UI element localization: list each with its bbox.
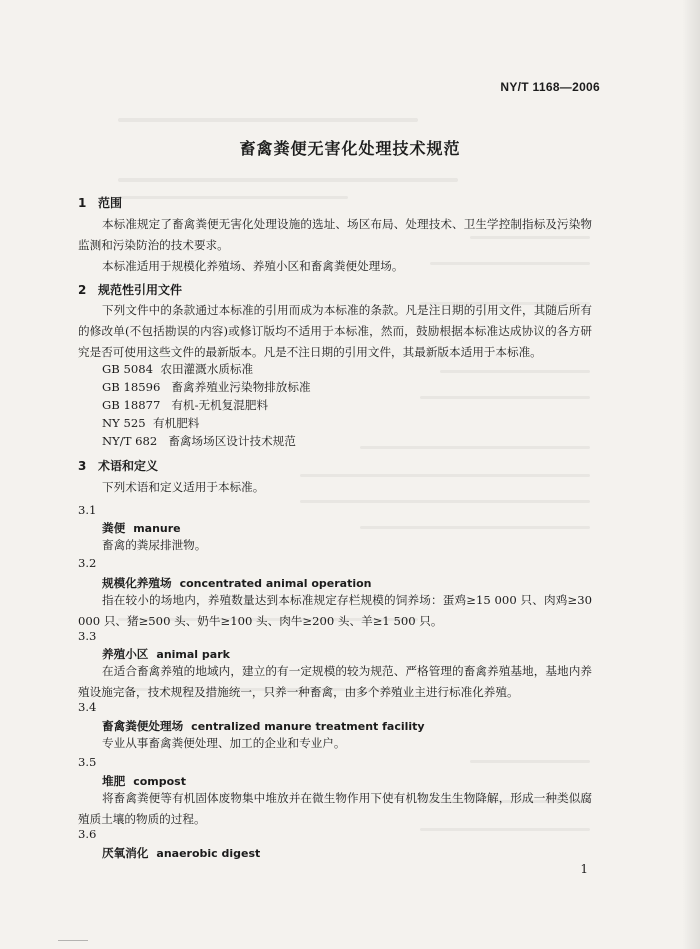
term-definition: 在适合畜禽养殖的地域内，建立的有一定规模的较为规范、严格管理的畜禽养殖基地，基地内养殖设施完备，技术规程及措施统一，只养一种畜禽，由多个养殖业主进行标准化养殖。 (78, 664, 592, 699)
reference-name: 有机-无机复混肥料 (171, 398, 269, 412)
bleed-through-line (118, 118, 418, 122)
term-heading (102, 718, 425, 734)
bleed-through-line (360, 446, 590, 449)
reference-item (102, 397, 268, 413)
term-english: anaerobic digest (156, 847, 261, 860)
reference-name: 有机肥料 (153, 416, 200, 430)
bleed-through-line (360, 526, 590, 529)
reference-code: NY/T 682 (102, 434, 158, 448)
reference-item (102, 415, 199, 431)
section-title: 范围 (98, 196, 123, 210)
term-english: manure (133, 522, 181, 535)
term-chinese: 厌氧消化 (102, 846, 149, 860)
section-number: 3 (78, 459, 87, 473)
reference-code: GB 5084 (102, 362, 153, 376)
page-edge-shadow (682, 0, 700, 949)
reference-code: GB 18877 (102, 398, 161, 412)
reference-item (102, 379, 311, 395)
term-chinese: 规模化养殖场 (102, 576, 172, 590)
term-heading (102, 845, 260, 861)
term-english: animal park (156, 648, 230, 661)
term-definition: 畜禽的粪尿排泄物。 (102, 538, 207, 552)
reference-name: 畜禽场场区设计技术规范 (168, 434, 296, 448)
term-heading (102, 646, 230, 662)
term-definition: 专业从事畜禽粪便处理、加工的企业和专业户。 (102, 736, 346, 750)
reference-item (102, 433, 296, 449)
section-title: 规范性引用文件 (98, 283, 183, 297)
bleed-through-line (440, 370, 590, 373)
clause-number: 3.2 (78, 556, 97, 570)
term-definition: 将畜禽粪便等有机固体废物集中堆放并在微生物作用下使有机物发生生物降解，形成一种类似腐殖质土壤的物质的过程。 (78, 791, 592, 826)
document-title: 畜禽粪便无害化处理技术规范 (239, 139, 461, 158)
section-number: 1 (78, 196, 87, 210)
term-english: centralized manure treatment facility (191, 720, 425, 733)
section-number: 2 (78, 283, 87, 297)
term-heading (102, 773, 186, 789)
section-heading-references (78, 281, 182, 298)
clause-number: 3.5 (78, 755, 97, 769)
scope-paragraph: 本标准适用于规模化养殖场、养殖小区和畜禽粪便处理场。 (102, 259, 404, 273)
section-heading-terms (78, 457, 158, 474)
reference-code: GB 18596 (102, 380, 161, 394)
scan-margin-mark (58, 940, 88, 947)
page-number: 1 (580, 862, 588, 876)
reference-name: 畜禽养殖业污染物排放标准 (171, 380, 311, 394)
reference-code: NY 525 (102, 416, 146, 430)
bleed-through-line (470, 760, 590, 763)
term-english: concentrated animal operation (179, 577, 372, 590)
bleed-through-line (118, 196, 348, 199)
terms-intro: 下列术语和定义适用于本标准。 (102, 480, 265, 494)
reference-name: 农田灌溉水质标准 (160, 362, 254, 376)
bleed-through-line (118, 178, 458, 182)
bleed-through-line (420, 396, 590, 399)
term-heading (102, 520, 181, 536)
bleed-through-line (300, 500, 590, 503)
scope-paragraph: 本标准规定了畜禽粪便无害化处理设施的选址、场区布局、处理技术、卫生学控制指标及污染物监测和污染防治的技术要求。 (78, 217, 592, 252)
clause-number: 3.3 (78, 629, 97, 643)
term-chinese: 畜禽粪便处理场 (102, 719, 184, 733)
term-chinese: 堆肥 (102, 774, 126, 788)
term-english: compost (133, 775, 186, 788)
term-heading (102, 575, 372, 591)
term-definition: 指在较小的场地内，养殖数量达到本标准规定存栏规模的饲养场：蛋鸡≥15 000 只、肉鸡≥30 000 只、猪≥500 头、奶牛≥100 头、肉牛≥200 头、羊≥1 500 只。 (78, 593, 592, 628)
section-heading-scope (78, 194, 122, 211)
reference-item (102, 361, 253, 377)
section-title: 术语和定义 (98, 459, 159, 473)
term-chinese: 养殖小区 (102, 647, 149, 661)
clause-number: 3.4 (78, 700, 97, 714)
references-intro: 下列文件中的条款通过本标准的引用而成为本标准的条款。凡是注日期的引用文件，其随后所有的修改单(不包括勘误的内容)或修订版均不适用于本标准，然而，鼓励根据本标准达成协议的各方研究是否可使用这些文件的最新版本。凡是不注日期的引用文件，其最新版本适用于本标准。 (78, 303, 592, 359)
standard-code: NY/T 1168—2006 (500, 80, 600, 94)
term-chinese: 粪便 (102, 521, 126, 535)
clause-number: 3.6 (78, 827, 97, 841)
clause-number: 3.1 (78, 503, 97, 517)
